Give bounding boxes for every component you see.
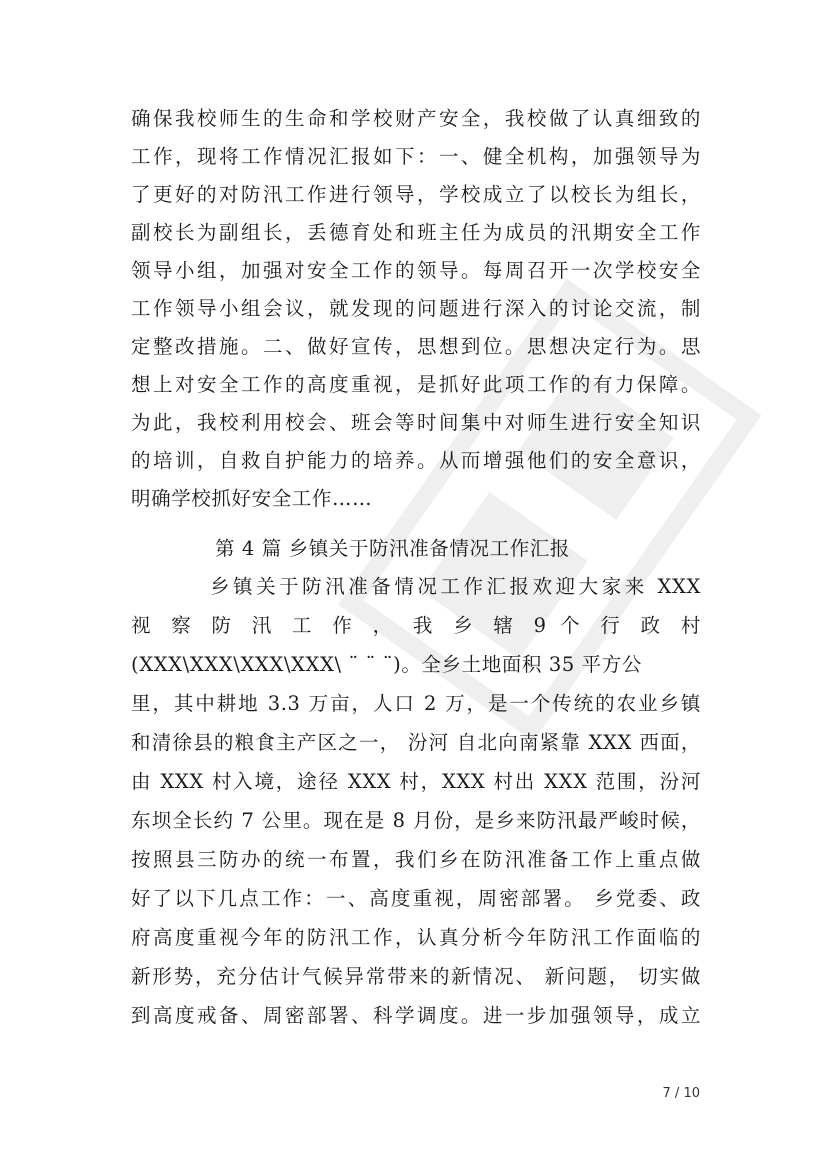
body-line: 的培训，自救自护能力的培养。从而增强他们的安全意识， <box>131 449 701 472</box>
body-line: 定整改措施。二、做好宣传，思想到位。思想决定行为。思 <box>131 335 701 358</box>
body-line: 视 察 防 汛 工 作 ， 我 乡 辖 9 个 行 政 村 <box>131 614 701 637</box>
body-line: 由 XXX 村入境，途径 XXX 村，XXX 村出 XXX 范围，汾河 <box>131 770 701 793</box>
body-line: 为此，我校利用校会、班会等时间集中对师生进行安全知识 <box>131 411 701 434</box>
body-line: 确保我校师生的生命和学校财产安全，我校做了认真细致的 <box>131 107 701 130</box>
body-line: 到高度戒备、周密部署、科学调度。进一步加强领导，成立 <box>131 1004 701 1027</box>
body-line: 工作，现将工作情况汇报如下：一、健全机构，加强领导为 <box>131 145 701 168</box>
body-line: 府高度重视今年的防汛工作，认真分析今年防汛工作面临的 <box>131 926 701 949</box>
page-number: 7 / 10 <box>662 1086 700 1101</box>
body-line: 想上对安全工作的高度重视，是抓好此项工作的有力保障。 <box>131 373 701 396</box>
body-line: 里，其中耕地 3.3 万亩，人口 2 万，是一个传统的农业乡镇 <box>131 692 701 715</box>
body-line: (XXX\XXX\XXX\XXX\ ¨ ¨ ¨)。全乡土地面积 35 平方公 <box>131 653 642 676</box>
body-line: 工作领导小组会议，就发现的问题进行深入的讨论交流，制 <box>131 297 701 320</box>
body-line: 按照县三防办的统一布置，我们乡在防汛准备工作上重点做 <box>131 848 701 871</box>
body-line: 东坝全长约 7 公里。现在是 8 月份，是乡来防汛最严峻时候， <box>131 809 701 832</box>
body-line: 新形势，充分估计气候异常带来的新情况、 新问题， 切实做 <box>131 965 701 988</box>
body-line: 领导小组，加强对安全工作的领导。每周召开一次学校安全 <box>131 259 701 282</box>
body-line: 乡镇关于防汛准备情况工作汇报欢迎大家来 XXX <box>210 575 701 598</box>
body-line: 明确学校抓好安全工作…… <box>131 487 373 510</box>
body-line: 和清徐县的粮食主产区之一， 汾河 自北向南紧靠 XXX 西面， <box>131 731 701 754</box>
body-line: 了更好的对防汛工作进行领导，学校成立了以校长为组长， <box>131 183 701 206</box>
body-line: 好了以下几点工作：一、高度重视，周密部署。 乡党委、政 <box>131 887 701 910</box>
body-line: 副校长为副组长，丢德育处和班主任为成员的汛期安全工作 <box>131 221 701 244</box>
section-heading: 第 4 篇 乡镇关于防汛准备情况工作汇报 <box>215 537 571 560</box>
